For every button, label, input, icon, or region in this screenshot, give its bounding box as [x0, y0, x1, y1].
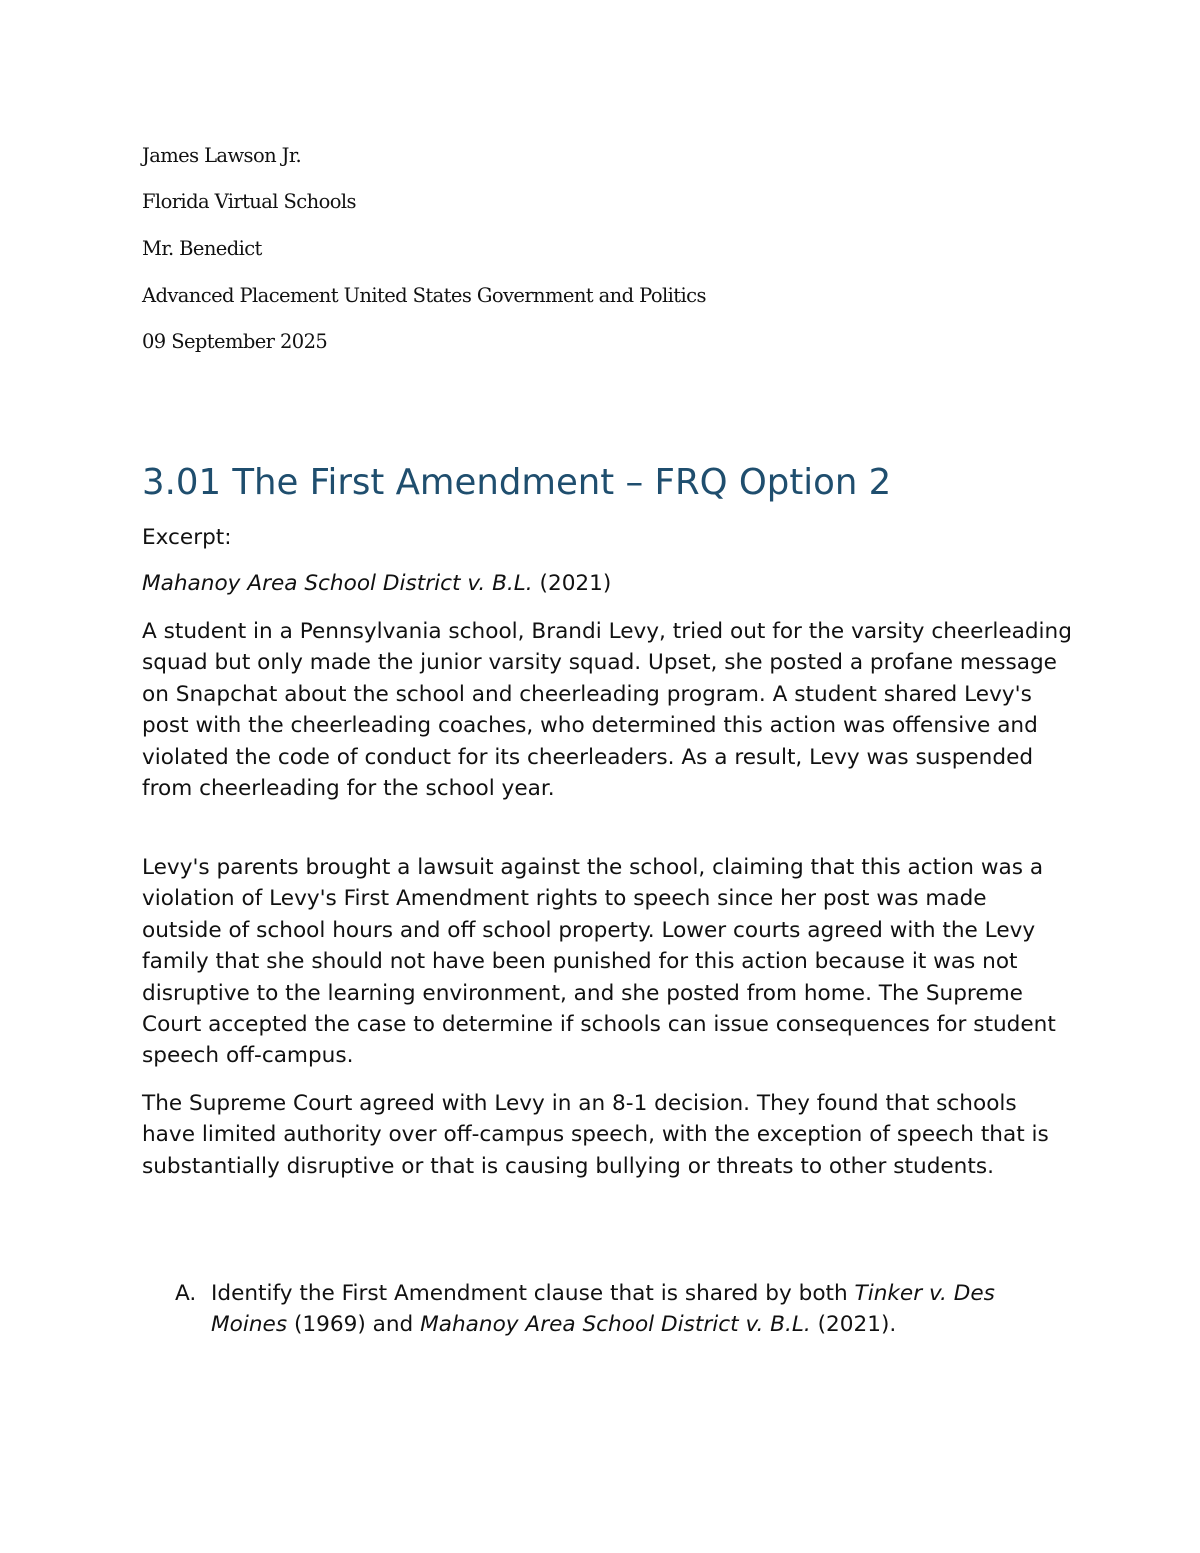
teacher-name: Mr. Benedict [142, 237, 262, 260]
question-text-part-1: Identify the First Amendment clause that is shared by both [211, 1281, 855, 1306]
question-text-part-3: (2021). [810, 1312, 897, 1338]
case-year: (2021) [539, 571, 612, 596]
paragraph-1: A student in a Pennsylvania school, Brandi Levy, tried out for the varsity cheerleading squad but only made the junior varsity squad. Upset, she posted a profane message on Snapchat about the school and cheerleading program. A student shared Levy's post with the cheerleading coaches, who determined this action was offensive and violated the code of conduct for its cheerleaders. As a result, Levy was suspended from cheerleading for the school year. [142, 619, 1072, 802]
question-letter: A. [175, 1281, 197, 1306]
paragraph-3: The Supreme Court agreed with Levy in an 8-1 decision. They found that schools have limited authority over off-campus speech, with the exception of speech that is substantially disruptive or that is causing bullying or threats to other students. [142, 1091, 1049, 1179]
assignment-title: 3.01 The First Amendment – FRQ Option 2 [142, 462, 892, 503]
excerpt-label: Excerpt: [142, 525, 232, 550]
case-citation [142, 568, 611, 599]
question-case-2: Mahanoy Area School District v. B.L. [420, 1312, 811, 1338]
date-line: 09 September 2025 [142, 330, 328, 353]
question-case-1: Tinker v. Des Moines [211, 1281, 995, 1338]
course-name: Advanced Placement United States Government and Politics [142, 284, 706, 307]
student-name: James Lawson Jr. [142, 144, 302, 167]
school-name: Florida Virtual Schools [142, 190, 356, 213]
question-text [211, 1278, 1051, 1341]
paragraph-2: Levy's parents brought a lawsuit against the school, claiming that this action was a violation of Levy's First Amendment rights to speech since her post was made outside of school hours and off school property. Lower courts agreed with the Levy family that she should not have been punished for this action because it was not disruptive to the learning environment, and she posted from home. The Supreme Court accepted the case to determine if schools can issue consequences for student speech off-campus. [142, 855, 1056, 1069]
question-text-part-2: (1969) and [287, 1312, 421, 1338]
case-name: Mahanoy Area School District v. B.L. [142, 571, 533, 596]
